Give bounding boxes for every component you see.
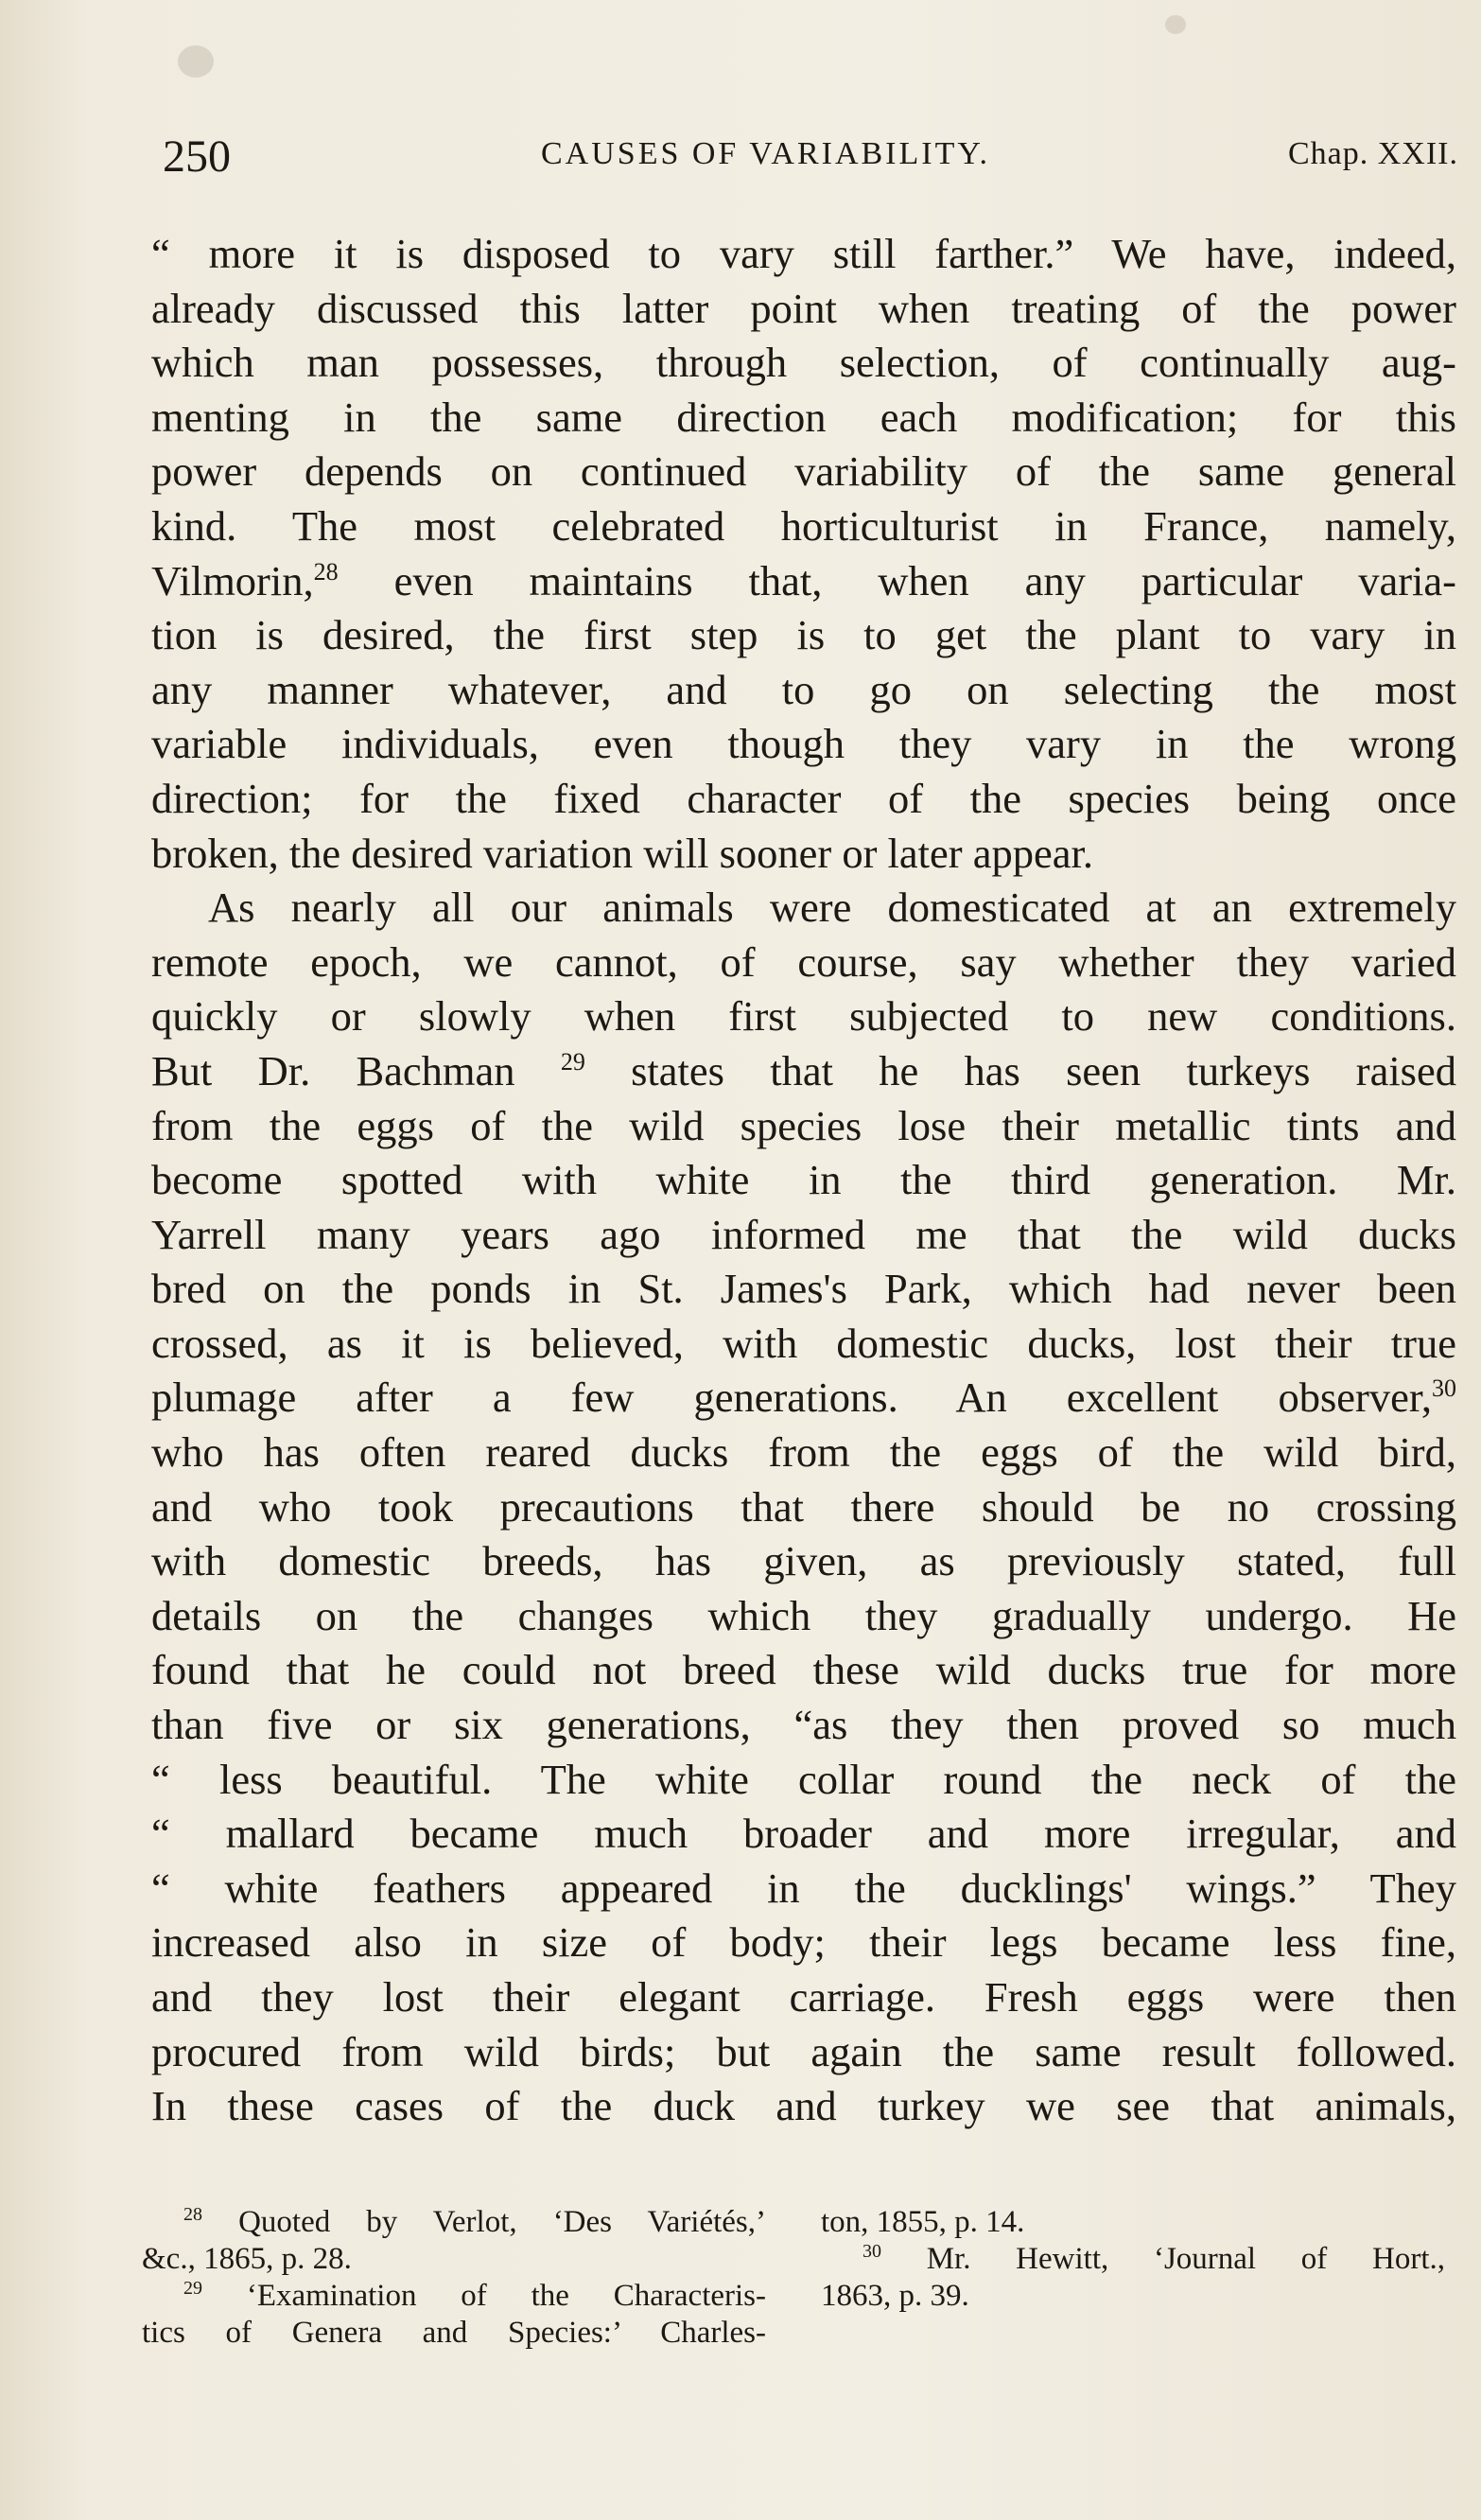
text-line: As nearly all our animals were domesticated at an extremely	[208, 884, 1456, 932]
running-header	[163, 131, 1458, 187]
footnote-line: tics of Genera and Species:’ Charles-	[142, 2316, 766, 2350]
text-line: Yarrell many years ago informed me that the wild ducks	[151, 1210, 1456, 1258]
text-line: direction; for the fixed character of the species being once	[151, 774, 1456, 822]
text-line: found that he could not breed these wild ducks true for more	[151, 1646, 1456, 1694]
body-text	[151, 227, 1456, 2134]
text-line: and who took precautions that there should be no crossing	[151, 1482, 1456, 1531]
text-line: quickly or slowly when first subjected to new conditions.	[151, 992, 1456, 1041]
footnote-line: $^{28}$ Quoted by Verlot, ‘Des Variétés,’	[183, 2204, 766, 2239]
text-line: who has often reared ducks from the eggs of the wild bird,	[151, 1428, 1456, 1477]
footnote-line: $^{29}$ ‘Examination of the Characteris-	[183, 2278, 766, 2313]
text-line: bred on the ponds in St. James's Park, which had never been	[151, 1265, 1456, 1313]
text-line: “ white feathers appeared in the ducklings' wings.” They	[151, 1864, 1456, 1912]
text-line: variable individuals, even though they vary in the wrong	[151, 720, 1456, 768]
text-line: any manner whatever, and to go on selecting the most	[151, 665, 1456, 713]
text-line: “ less beautiful. The white collar round the neck of the	[151, 1755, 1456, 1803]
footnote-line: ton, 1855, p. 14.	[821, 2205, 1025, 2239]
text-line: increased also in size of body; their legs became less fine,	[151, 1918, 1456, 1967]
text-line: “ more it is disposed to vary still farther.” We have, indeed,	[151, 230, 1456, 277]
text-line: “ mallard became much broader and more irregular, and	[151, 1810, 1456, 1858]
footnotes-left-column	[142, 2204, 766, 2352]
page-number: 250	[163, 131, 231, 182]
chapter-label: Chap. XXII.	[1287, 136, 1458, 171]
text-line: with domestic breeds, has given, as previously stated, full	[151, 1537, 1456, 1585]
text-line: become spotted with white in the third generation. Mr.	[151, 1156, 1456, 1204]
text-line: plumage after a few generations. An excellent observer,$^{30}$	[151, 1374, 1456, 1422]
text-line: which man possesses, through selection, of continually aug-	[151, 339, 1456, 387]
text-line: crossed, as it is believed, with domestic ducks, lost their true	[151, 1319, 1456, 1367]
text-line: and they lost their elegant carriage. Fresh eggs were then	[151, 1973, 1456, 2021]
text-line: But Dr. Bachman $^{29}$ states that he has seen turkeys raised	[151, 1046, 1456, 1094]
paper-blemish	[1165, 15, 1186, 34]
text-line: details on the changes which they gradually undergo. He	[151, 1591, 1456, 1639]
text-line: kind. The most celebrated horticulturist in France, namely,	[151, 501, 1456, 550]
footnote-line: 1863, p. 39.	[821, 2279, 969, 2313]
paper-blemish	[178, 45, 214, 78]
text-line: already discussed this latter point when treating of the power	[151, 284, 1456, 332]
text-line: procured from wild birds; but again the same result followed.	[151, 2027, 1456, 2075]
text-line: Vilmorin,$^{28}$ even maintains that, when any particular varia-	[151, 556, 1456, 604]
text-line: remote epoch, we cannot, of course, say whether they varied	[151, 937, 1456, 986]
text-line: broken, the desired variation will sooner or later appear.	[151, 829, 1093, 877]
footnote-line: $^{30}$ Mr. Hewitt, ‘Journal of Hort.,	[862, 2241, 1445, 2276]
footnotes-right-column	[821, 2204, 1445, 2315]
running-title: CAUSES OF VARIABILITY.	[541, 136, 991, 171]
footnote-line: &c., 1865, p. 28.	[142, 2242, 352, 2276]
text-line: from the eggs of the wild species lose their metallic tints and	[151, 1101, 1456, 1149]
text-line: power depends on continued variability of the same general	[151, 447, 1456, 496]
text-line: menting in the same direction each modification; for this	[151, 393, 1456, 441]
text-line: tion is desired, the first step is to get the plant to vary in	[151, 611, 1456, 659]
text-line: than five or six generations, “as they then proved so much	[151, 1701, 1456, 1749]
text-line: In these cases of the duck and turkey we see that animals,	[151, 2082, 1456, 2130]
